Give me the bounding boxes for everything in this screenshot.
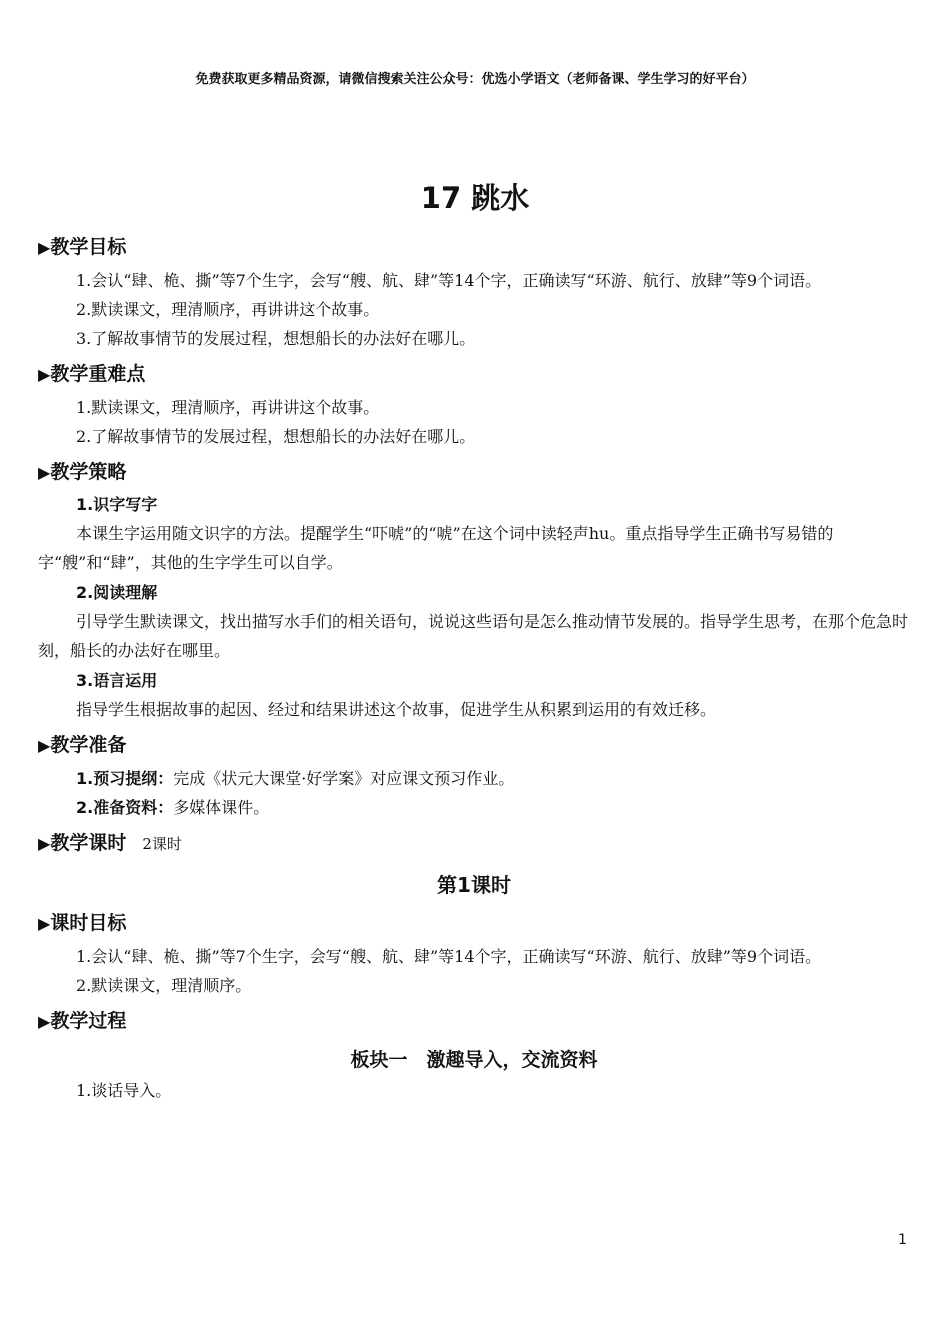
process-step: 1.谈话导入。 — [76, 1081, 172, 1100]
lesson-goal-item: 2.默读课文，理清顺序。 — [76, 976, 252, 995]
hours-heading: ▶教学课时 2课时 — [38, 832, 182, 854]
goal-item: 3.了解故事情节的发展过程，想想船长的办法好在哪儿。 — [76, 329, 476, 348]
triangle-marker-icon: ▶ — [38, 736, 51, 755]
triangle-marker-icon: ▶ — [38, 914, 51, 933]
lesson1-title: 第1课时 — [437, 873, 511, 897]
keypoint-item: 2.了解故事情节的发展过程，想想船长的办法好在哪儿。 — [76, 427, 476, 446]
lesson-goal-item: 1.会认“肆、桅、撕”等7个生字，会写“艘、航、肆”等14个字，正确读写“环游、航行、放肆”等9个词语。 — [76, 947, 822, 966]
section-title: 板块一 激趣导入，交流资料 — [350, 1049, 598, 1071]
strategy-text: 指导学生根据故事的起因、经过和结果讲述这个故事，促进学生从积累到运用的有效迁移。 — [76, 700, 717, 719]
page-title: 17 跳水 — [420, 181, 530, 215]
triangle-marker-icon: ▶ — [38, 834, 51, 853]
strategy-text: 本课生字运用随文识字的方法。提醒学生“吓唬”的“唬”在这个词中读轻声hu。重点指导学生正确书写易错的字“艘”和“肆”，其他的生字学生可以自学。 — [38, 524, 834, 572]
promo-banner: 免费获取更多精品资源，请微信搜索关注公众号：优选小学语文（老师备课、学生学习的好平台） — [195, 72, 755, 87]
triangle-marker-icon: ▶ — [38, 463, 51, 482]
process-heading: ▶教学过程 — [38, 1010, 127, 1032]
triangle-marker-icon: ▶ — [38, 238, 51, 257]
strategy-subheading: 3.语言运用 — [76, 671, 158, 690]
hours-value: 2课时 — [142, 835, 182, 853]
strategy-heading: ▶教学策略 — [38, 461, 127, 483]
prep-item: 1.预习提纲：完成《状元大课堂·好学案》对应课文预习作业。 — [76, 769, 515, 788]
page-number: 1 — [898, 1232, 907, 1248]
keypoint-item: 1.默读课文，理清顺序，再讲讲这个故事。 — [76, 398, 380, 417]
goal-item: 1.会认“肆、桅、撕”等7个生字，会写“艘、航、肆”等14个字，正确读写“环游、航行、放肆”等9个词语。 — [76, 271, 822, 290]
goal-item: 2.默读课文，理清顺序，再讲讲这个故事。 — [76, 300, 380, 319]
goals-heading: ▶教学目标 — [38, 236, 127, 258]
triangle-marker-icon: ▶ — [38, 1012, 51, 1031]
prep-heading: ▶教学准备 — [38, 734, 127, 756]
keypoints-heading: ▶教学重难点 — [38, 363, 146, 385]
strategy-text: 引导学生默读课文，找出描写水手们的相关语句，说说这些语句是怎么推动情节发展的。指导学生思考，在那个危急时刻，船长的办法好在哪里。 — [38, 612, 909, 660]
lesson-goals-heading: ▶课时目标 — [38, 912, 127, 934]
prep-item: 2.准备资料：多媒体课件。 — [76, 798, 270, 817]
strategy-subheading: 2.阅读理解 — [76, 583, 158, 602]
triangle-marker-icon: ▶ — [38, 365, 51, 384]
strategy-subheading: 1.识字写字 — [76, 495, 158, 514]
lesson-plan-body — [38, 226, 910, 1105]
